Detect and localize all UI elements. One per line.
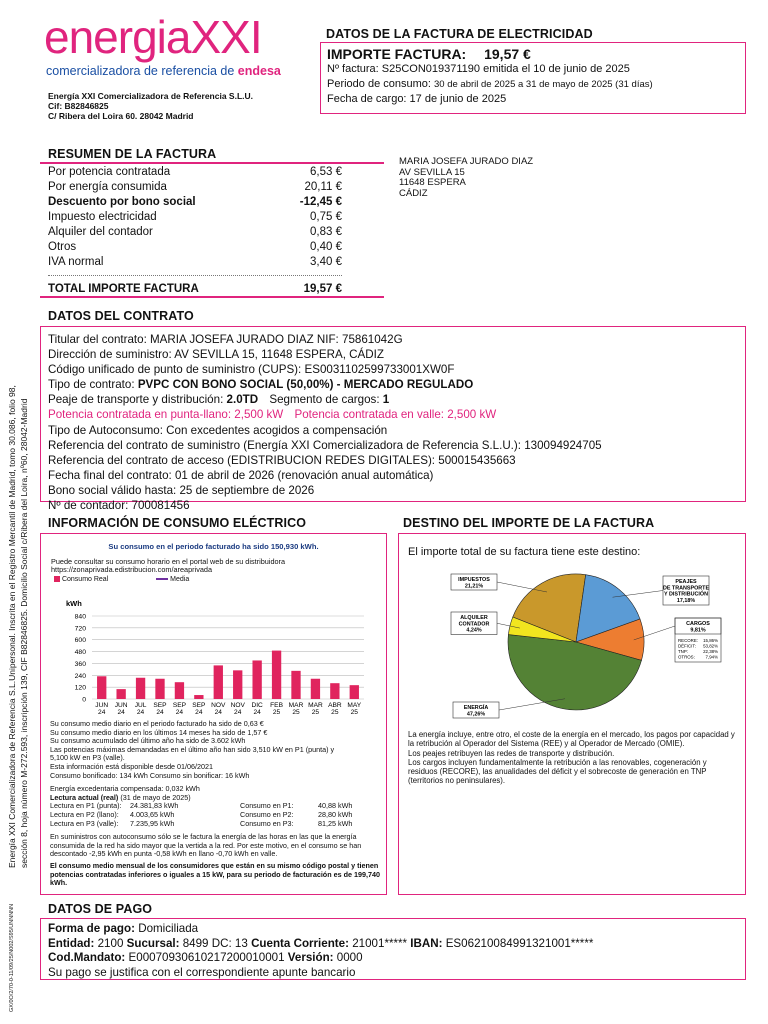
x-tick-year: 24 bbox=[253, 709, 261, 716]
segment-label: Segmento de cargos: bbox=[269, 393, 380, 407]
summary-row-label: Por potencia contratada bbox=[48, 166, 171, 178]
company-info bbox=[48, 92, 253, 121]
summary-row-label: IVA normal bbox=[48, 256, 104, 268]
pie-label bbox=[634, 618, 721, 662]
payment-box bbox=[40, 918, 746, 980]
pie-label-text: ENERGÍA bbox=[463, 705, 489, 711]
entity-value: 2100 bbox=[97, 936, 124, 950]
recipient-province: CÁDIZ bbox=[399, 187, 428, 199]
x-tick-year: 24 bbox=[136, 709, 145, 716]
chart-legend bbox=[54, 576, 189, 583]
payment-form-value: Domiciliada bbox=[138, 922, 199, 935]
self-consumption-note: En suministros con autoconsumo sólo se le factura la energía de las horas en las que la energía consumida de la red ha sido mayor que la vertida a la red. Por este motivo, en el consumo se han descontado -2,95 kWh en punta -0,58 kWh en llano -0,70 kWh en valle. bbox=[50, 832, 362, 859]
consumption-bar bbox=[272, 651, 281, 699]
x-tick-year: 25 bbox=[311, 709, 320, 716]
payment-note: Su pago se justifica con el correspondiente apunte bancario bbox=[48, 965, 356, 979]
contract-holder: Titular del contrato: MARIA JOSEFA JURADO DIAZ NIF: 75861042G bbox=[48, 333, 403, 346]
consumption-stat-line: Consumo bonificado: 134 kWh Consumo sin bonificar: 16 kWh bbox=[50, 770, 250, 780]
contract-end-date: Fecha final del contrato: 01 de abril de 2026 (renovación anual automática) bbox=[48, 468, 434, 482]
reading-value: 7.235,95 kWh bbox=[130, 818, 175, 828]
summary-row bbox=[48, 180, 342, 195]
x-tick-year: 25 bbox=[272, 709, 281, 716]
legend-real-label: Consumo Real bbox=[61, 576, 109, 583]
destination-note: Los cargos incluyen fundamentalmente la retribución a las renovables, cogeneración y residuos (RECORE), las anualidades del déficit y el sobrecoste de generación en TNP (territorios no peninsulares). bbox=[408, 757, 707, 786]
pie-label-text: 21,21% bbox=[464, 583, 484, 590]
branch-label: Sucursal: bbox=[126, 936, 180, 950]
summary-row-value: 0,40 € bbox=[310, 241, 342, 253]
consumption-bar bbox=[311, 679, 320, 699]
registry-text-1: Energía XXI Comercializadora de Referencia S.L.Unipersonal. Inscrita en el Registro Mercantil de Madrid, tomo 30.086, folio 98, bbox=[7, 385, 17, 868]
reading-c-value: 40,88 kWh bbox=[318, 801, 353, 811]
recipient-name: MARIA JOSEFA JURADO DIAZ bbox=[399, 156, 534, 167]
toll-label: Peaje de transporte y distribución: bbox=[48, 393, 224, 407]
iban-label: IBAN: bbox=[410, 936, 443, 950]
cargos-item-value: 22,38% bbox=[703, 649, 718, 654]
version-value: 0000 bbox=[336, 951, 363, 965]
payment-form-label: Forma de pago: bbox=[48, 922, 135, 935]
consumption-stat-line: Su consumo medio diario en el periodo facturado ha sido de 0,63 € bbox=[50, 719, 264, 728]
contract-power bbox=[48, 407, 738, 422]
x-tick-month: FEB bbox=[270, 702, 283, 709]
x-tick-year: 25 bbox=[292, 709, 300, 716]
company-name: Energía XXI Comercializadora de Referencia S.L.U. bbox=[48, 91, 254, 101]
x-tick-month: JUL bbox=[134, 702, 147, 709]
cargos-item-label: RECORE: bbox=[678, 638, 699, 643]
x-tick-month: JUN bbox=[114, 702, 128, 709]
total-label: TOTAL IMPORTE FACTURA bbox=[48, 283, 199, 295]
reading-c-label: Consumo en P3: bbox=[240, 818, 294, 828]
x-tick-year: 24 bbox=[175, 709, 184, 716]
summary-row-label: Por energía consumida bbox=[48, 181, 167, 193]
consumption-stats bbox=[50, 720, 380, 888]
pie-label-text: 47,26% bbox=[466, 711, 486, 718]
y-tick-label: 240 bbox=[74, 672, 86, 680]
x-tick-month: ABR bbox=[328, 702, 342, 709]
destination-title: DESTINO DEL IMPORTE DE LA FACTURA bbox=[403, 516, 655, 530]
consumption-bar bbox=[175, 682, 184, 699]
consumption-bar bbox=[350, 685, 359, 699]
pie-label-text: 17,18% bbox=[676, 597, 696, 604]
y-tick-label: 120 bbox=[74, 684, 86, 692]
pie-label-text: CARGOS bbox=[686, 621, 710, 627]
web-note bbox=[51, 558, 285, 575]
consumption-bar bbox=[116, 689, 125, 699]
invoice-amount bbox=[327, 46, 739, 62]
pie-label-text: IMPUESTOS bbox=[458, 577, 490, 583]
summary-row-label: Impuesto electricidad bbox=[48, 211, 157, 223]
pie-label-text: Y DISTRIBUCIÓN bbox=[664, 591, 708, 598]
x-tick-year: 24 bbox=[234, 709, 242, 716]
pie-label bbox=[451, 574, 547, 592]
contract-supply-ref: Referencia del contrato de suministro (Energía XXI Comercializadora de Referencia S.L.U.): 130094924705 bbox=[48, 438, 602, 452]
payment-bank bbox=[48, 937, 738, 952]
x-tick-year: 25 bbox=[350, 709, 358, 716]
contract-type-label: Tipo de contrato: bbox=[48, 378, 135, 392]
x-tick-year: 24 bbox=[117, 709, 125, 716]
x-tick-month: SEP bbox=[192, 702, 206, 709]
cargos-item-label: OTROS: bbox=[678, 654, 695, 660]
contract-supply-address: Dirección de suministro: AV SEVILLA 15, 11648 ESPERA, CÁDIZ bbox=[48, 348, 384, 362]
destination-pie-chart bbox=[449, 570, 739, 730]
x-tick-year: 24 bbox=[156, 709, 164, 716]
summary-row bbox=[48, 210, 342, 225]
consumption-bar bbox=[136, 678, 145, 699]
x-tick-month: NOV bbox=[230, 702, 245, 709]
summary-separator bbox=[48, 275, 342, 276]
summary-row-label: Descuento por bono social bbox=[48, 196, 196, 208]
payment-title: DATOS DE PAGO bbox=[48, 902, 153, 916]
reading-title-text: Lectura actual (real) bbox=[50, 792, 119, 802]
pie-label-text: PEAJES bbox=[675, 579, 697, 585]
consumption-box bbox=[40, 533, 387, 895]
reading-c-label: Consumo en P2: bbox=[240, 809, 294, 819]
recipient-street: AV SEVILLA 15 bbox=[399, 166, 465, 178]
x-tick-month: MAR bbox=[308, 702, 323, 709]
consumption-stat-line: Su consumo medio diario en los últimos 14 meses ha sido de 1,57 € bbox=[50, 727, 268, 737]
period-value: 30 de abril de 2025 a 31 de mayo de 2025 (31 días) bbox=[434, 79, 653, 90]
power-valley: Potencia contratada en valle: 2,500 kW bbox=[294, 408, 497, 422]
consumption-stat-line: Las potencias máximas demandadas en el último año han sido 3,510 kW en P1 (punta) y bbox=[50, 744, 335, 754]
reading-value: 4.003,65 kWh bbox=[130, 809, 175, 819]
x-tick-month: MAR bbox=[288, 702, 304, 709]
tagline-endesa: endesa bbox=[237, 64, 281, 78]
contract-box bbox=[40, 326, 746, 513]
consumption-bar bbox=[214, 665, 223, 699]
reading-c-label: Consumo en P1: bbox=[240, 801, 294, 811]
contract-self-consumption: Tipo de Autoconsumo: Con excedentes acogidos a compensación bbox=[48, 423, 388, 437]
x-tick-year: 25 bbox=[331, 709, 339, 716]
contract-type bbox=[48, 377, 738, 392]
x-tick-month: JUN bbox=[95, 702, 109, 709]
summary-row-value: 3,40 € bbox=[310, 256, 342, 268]
contract-type-value: PVPC CON BONO SOCIAL (50,00%) - MERCADO REGULADO bbox=[137, 378, 474, 392]
legend-avg-swatch bbox=[156, 578, 168, 580]
destination-note: La energía incluye, entre otro, el coste de la energía en el mercado, los pagos por capacidad y la retribución al Operador del Sistema (REE) y al Operador de Mercado (OMIE). bbox=[408, 730, 735, 749]
summary-row bbox=[48, 255, 342, 270]
summary-row bbox=[48, 240, 342, 255]
cargos-item-value: 7,94% bbox=[705, 654, 718, 660]
summary-row-label: Otros bbox=[48, 241, 77, 253]
amount-value: 19,57 € bbox=[484, 46, 531, 62]
x-tick-month: SEP bbox=[172, 702, 187, 709]
contract-access-ref: Referencia del contrato de acceso (EDISTRIBUCION REDES DIGITALES): 500015435663 bbox=[48, 453, 516, 467]
average-note: El consumo medio mensual de los consumidores que están en su mismo código postal y tienen potencias contratadas inferiores o iguales a 15 kW, para su periodo de facturación es de 199,740 kWh. bbox=[50, 860, 380, 888]
summary-row bbox=[48, 195, 342, 210]
cargos-item-label: TNP: bbox=[678, 649, 689, 654]
consumption-bar bbox=[233, 670, 242, 699]
reading-label: Lectura en P3 (valle): bbox=[50, 818, 119, 828]
cargos-item-value: 15,86% bbox=[703, 638, 718, 643]
contract-meter: Nº de contador: 700081456 bbox=[48, 499, 190, 513]
recipient-address bbox=[399, 157, 533, 199]
toll-value: 2.0TD bbox=[226, 393, 259, 407]
total-value: 19,57 € bbox=[303, 283, 342, 295]
logo bbox=[44, 11, 304, 78]
amount-label: IMPORTE FACTURA: bbox=[327, 46, 467, 62]
x-tick-month: SEP bbox=[153, 702, 167, 709]
reading-label: Lectura en P1 (punta): bbox=[50, 801, 122, 811]
surplus-line: Energía excedentaria compensada: 0,032 kWh bbox=[50, 784, 200, 794]
y-tick-label: 600 bbox=[74, 637, 86, 645]
reading-value: 24.381,83 kWh bbox=[130, 801, 179, 811]
contract-toll bbox=[48, 392, 738, 407]
pie-label-text: 4,24% bbox=[466, 627, 482, 634]
summary-row-label: Alquiler del contador bbox=[48, 226, 153, 238]
summary-row-value: 6,53 € bbox=[310, 166, 342, 178]
x-tick-year: 24 bbox=[214, 709, 222, 716]
segment-value: 1 bbox=[382, 393, 390, 407]
recipient-city: 11648 ESPERA bbox=[399, 177, 466, 188]
legend-real-swatch bbox=[54, 576, 60, 582]
x-tick-year: 24 bbox=[98, 709, 106, 716]
pie-label-text: ALQUILER bbox=[460, 615, 488, 621]
reading-date: (31 de mayo de 2025) bbox=[120, 792, 191, 802]
account-label: Cuenta Corriente: bbox=[251, 936, 349, 950]
summary-row bbox=[48, 165, 342, 180]
consumption-bar bbox=[97, 676, 106, 699]
payment-form bbox=[48, 922, 738, 937]
x-tick-month: DIC bbox=[251, 702, 263, 709]
consumption-title: INFORMACIÓN DE CONSUMO ELÉCTRICO bbox=[48, 516, 307, 530]
summary-title-line bbox=[40, 162, 384, 164]
reading-c-value: 28,80 kWh bbox=[318, 809, 353, 819]
cargos-item-label: DÉFICIT: bbox=[678, 643, 696, 649]
invoice-number: Nº factura: S25CON019371190 emitida el 10 de junio de 2025 bbox=[327, 63, 630, 75]
pie-label bbox=[453, 699, 565, 718]
consumption-stat-line: Su consumo acumulado del último año ha sido de 3.602 kWh bbox=[50, 736, 246, 746]
pie-label-text: 9,81% bbox=[690, 627, 706, 634]
destination-box bbox=[398, 533, 746, 895]
x-tick-month: MAY bbox=[347, 702, 362, 709]
reading-row bbox=[50, 820, 380, 829]
consumption-bar bbox=[194, 695, 203, 699]
charge-date: Fecha de cargo: 17 de junio de 2025 bbox=[327, 93, 507, 105]
iban-value: ES06210084991321001***** bbox=[445, 936, 594, 950]
summary-row-value: 0,83 € bbox=[310, 226, 342, 238]
consumption-bar bbox=[291, 671, 300, 699]
consumption-bar bbox=[330, 683, 339, 699]
y-tick-label: 720 bbox=[74, 625, 86, 633]
pie-label-text: CONTADOR bbox=[458, 621, 490, 628]
contract-bono-valid: Bono social válido hasta: 25 de septiembre de 2026 bbox=[48, 483, 315, 497]
mandate-value: E00070930610217200010001 bbox=[128, 951, 285, 965]
power-peak: Potencia contratada en punta-llano: 2,500 kW bbox=[48, 408, 284, 422]
y-tick-label: 0 bbox=[82, 696, 86, 704]
summary-total-row bbox=[48, 282, 342, 297]
document-code: GX/0O/2/70-0-11/09/25/N002/S95/UNNNNN bbox=[9, 903, 15, 1012]
summary-title: RESUMEN DE LA FACTURA bbox=[48, 147, 217, 161]
y-axis-label: kWh bbox=[66, 599, 82, 608]
destination-notes bbox=[408, 730, 736, 786]
period-label: Periodo de consumo: bbox=[327, 78, 431, 90]
destination-intro: El importe total de su factura tiene este destino: bbox=[408, 546, 641, 558]
cargos-item-value: 53,82% bbox=[703, 643, 718, 649]
reading-c-value: 81,25 kWh bbox=[318, 818, 353, 828]
y-tick-label: 360 bbox=[74, 660, 86, 668]
consumption-bar bbox=[155, 679, 164, 699]
contract-cups: Código unificado de punto de suministro (CUPS): ES0031102599733001XW0F bbox=[48, 363, 455, 377]
summary-row-value: 20,11 € bbox=[304, 181, 342, 193]
invoice-box bbox=[320, 42, 746, 114]
payment-mandate bbox=[48, 951, 738, 966]
contract-title: DATOS DEL CONTRATO bbox=[48, 309, 194, 323]
x-tick-year: 24 bbox=[195, 709, 203, 716]
summary-row-value: 0,75 € bbox=[310, 211, 342, 223]
invoice-period bbox=[327, 77, 739, 92]
y-tick-label: 480 bbox=[74, 649, 86, 657]
web-note-1: Puede consultar su consumo horario en el portal web de su distribuidora bbox=[51, 557, 286, 566]
x-tick-month: NOV bbox=[211, 702, 226, 709]
consumption-stat-line: 5,100 kW en P3 (valle). bbox=[50, 753, 125, 763]
consumption-headline: Su consumo en el periodo facturado ha sido 150,930 kWh. bbox=[108, 542, 319, 551]
summary-row bbox=[48, 225, 342, 240]
company-address: C/ Ribera del Loira 60. 28042 Madrid bbox=[48, 110, 194, 121]
pie-label-text: DE TRANSPORTE bbox=[662, 585, 710, 592]
consumption-stat-line: Esta información está disponible desde 01/06/2021 bbox=[50, 761, 214, 771]
summary-row-value: -12,45 € bbox=[299, 196, 342, 208]
consumption-bar bbox=[252, 660, 261, 699]
version-label: Versión: bbox=[287, 951, 334, 965]
summary-bottom-line bbox=[40, 296, 384, 298]
web-note-2: https://zonaprivada.edistribucion.com/areaprivada bbox=[51, 565, 213, 575]
summary-table bbox=[48, 165, 342, 297]
destination-note: Los peajes retribuyen las redes de transporte y distribución. bbox=[408, 748, 615, 758]
reading-label: Lectura en P2 (llano): bbox=[50, 809, 119, 819]
company-cif: Cif: B82846825 bbox=[48, 100, 109, 111]
branch-value: 8499 DC: 13 bbox=[182, 936, 248, 950]
logo-tagline bbox=[46, 64, 281, 78]
logo-text: energiaXXI bbox=[44, 11, 262, 63]
registry-text-2: sección 8, hoja número M-272.593, inscripción 139, CIF B82846825. Domicilio Social c/Ribera del Loira, nº60, 28042-Madrid bbox=[19, 398, 29, 868]
y-tick-label: 840 bbox=[74, 613, 86, 621]
tagline-prefix: comercializadora de referencia de bbox=[46, 64, 235, 78]
account-value: 21001***** bbox=[352, 936, 408, 950]
mandate-label: Cod.Mandato: bbox=[48, 951, 126, 965]
legend-avg-label: Media bbox=[170, 576, 190, 583]
consumption-bar-chart bbox=[46, 592, 376, 727]
invoice-section-title: DATOS DE LA FACTURA DE ELECTRICIDAD bbox=[326, 27, 593, 41]
entity-label: Entidad: bbox=[48, 936, 95, 950]
